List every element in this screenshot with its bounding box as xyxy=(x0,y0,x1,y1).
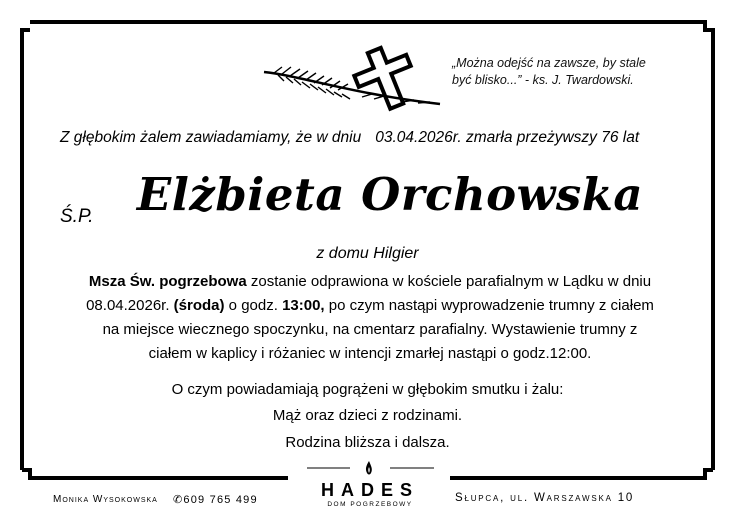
mass-label: Msza Św. pogrzebowa xyxy=(88,273,247,290)
phone-icon: ✆ xyxy=(173,494,184,506)
quote-line-2: być blisko...” - ks. J. Twardowski. xyxy=(452,73,634,87)
intro-text: Z głębokim żalem zawiadamiamy, że w dniu xyxy=(60,129,362,146)
time-prefix: o godz. xyxy=(224,297,283,314)
funeral-weekday: (środa) xyxy=(173,297,225,314)
intro-line xyxy=(60,129,680,147)
maiden-name: z domu Hilgier xyxy=(316,245,419,262)
flame-icon xyxy=(364,460,374,476)
cross-palm-icon xyxy=(262,42,442,112)
contact-phone xyxy=(173,493,258,506)
contact-name: Monika Wysokowska xyxy=(53,494,158,505)
details-line-2 xyxy=(60,294,680,318)
details-line-4: ciałem w kaplicy i różaniec w intencji zmarłej nastąpi o godz.12:00. xyxy=(148,345,592,362)
funeral-details xyxy=(60,270,680,366)
details-line-1 xyxy=(60,270,680,294)
details-line-1-text: zostanie odprawiona w kościele parafialnym w Lądku w dniu xyxy=(246,273,652,290)
address: Słupca, ul. Warszawska 10 xyxy=(455,492,635,504)
family-line-2: Rodzina bliższa i dalsza. xyxy=(285,434,450,451)
sp-prefix: Ś.P. xyxy=(60,206,94,227)
funeral-date: 08.04.2026r. xyxy=(86,297,174,314)
quote xyxy=(452,55,677,89)
brand-logo: HADES xyxy=(320,480,419,500)
phone-number: 609 765 499 xyxy=(183,494,258,506)
funeral-time: 13:00, xyxy=(282,297,325,314)
details-line-3: na miejsce wiecznego spoczynku, na cmentarz parafialny. Wystawienie trumny z xyxy=(102,321,638,338)
inform-line: O czym powiadamiają pogrążeni w głębokim smutku i żalu: xyxy=(171,381,564,398)
deceased-name: Elżbieta Orchowska xyxy=(136,168,644,221)
death-date-text: 03.04.2026r. zmarła przeżywszy 76 lat xyxy=(375,129,640,146)
quote-line-1: „Można odejść na zawsze, by stale xyxy=(452,56,646,70)
family-line-1: Mąż oraz dzieci z rodzinami. xyxy=(272,407,463,424)
details-line-2-text: po czym nastąpi wyprowadzenie trumny z ciałem xyxy=(324,297,654,314)
brand-subtitle: DOM POGRZEBOWY xyxy=(327,501,413,508)
